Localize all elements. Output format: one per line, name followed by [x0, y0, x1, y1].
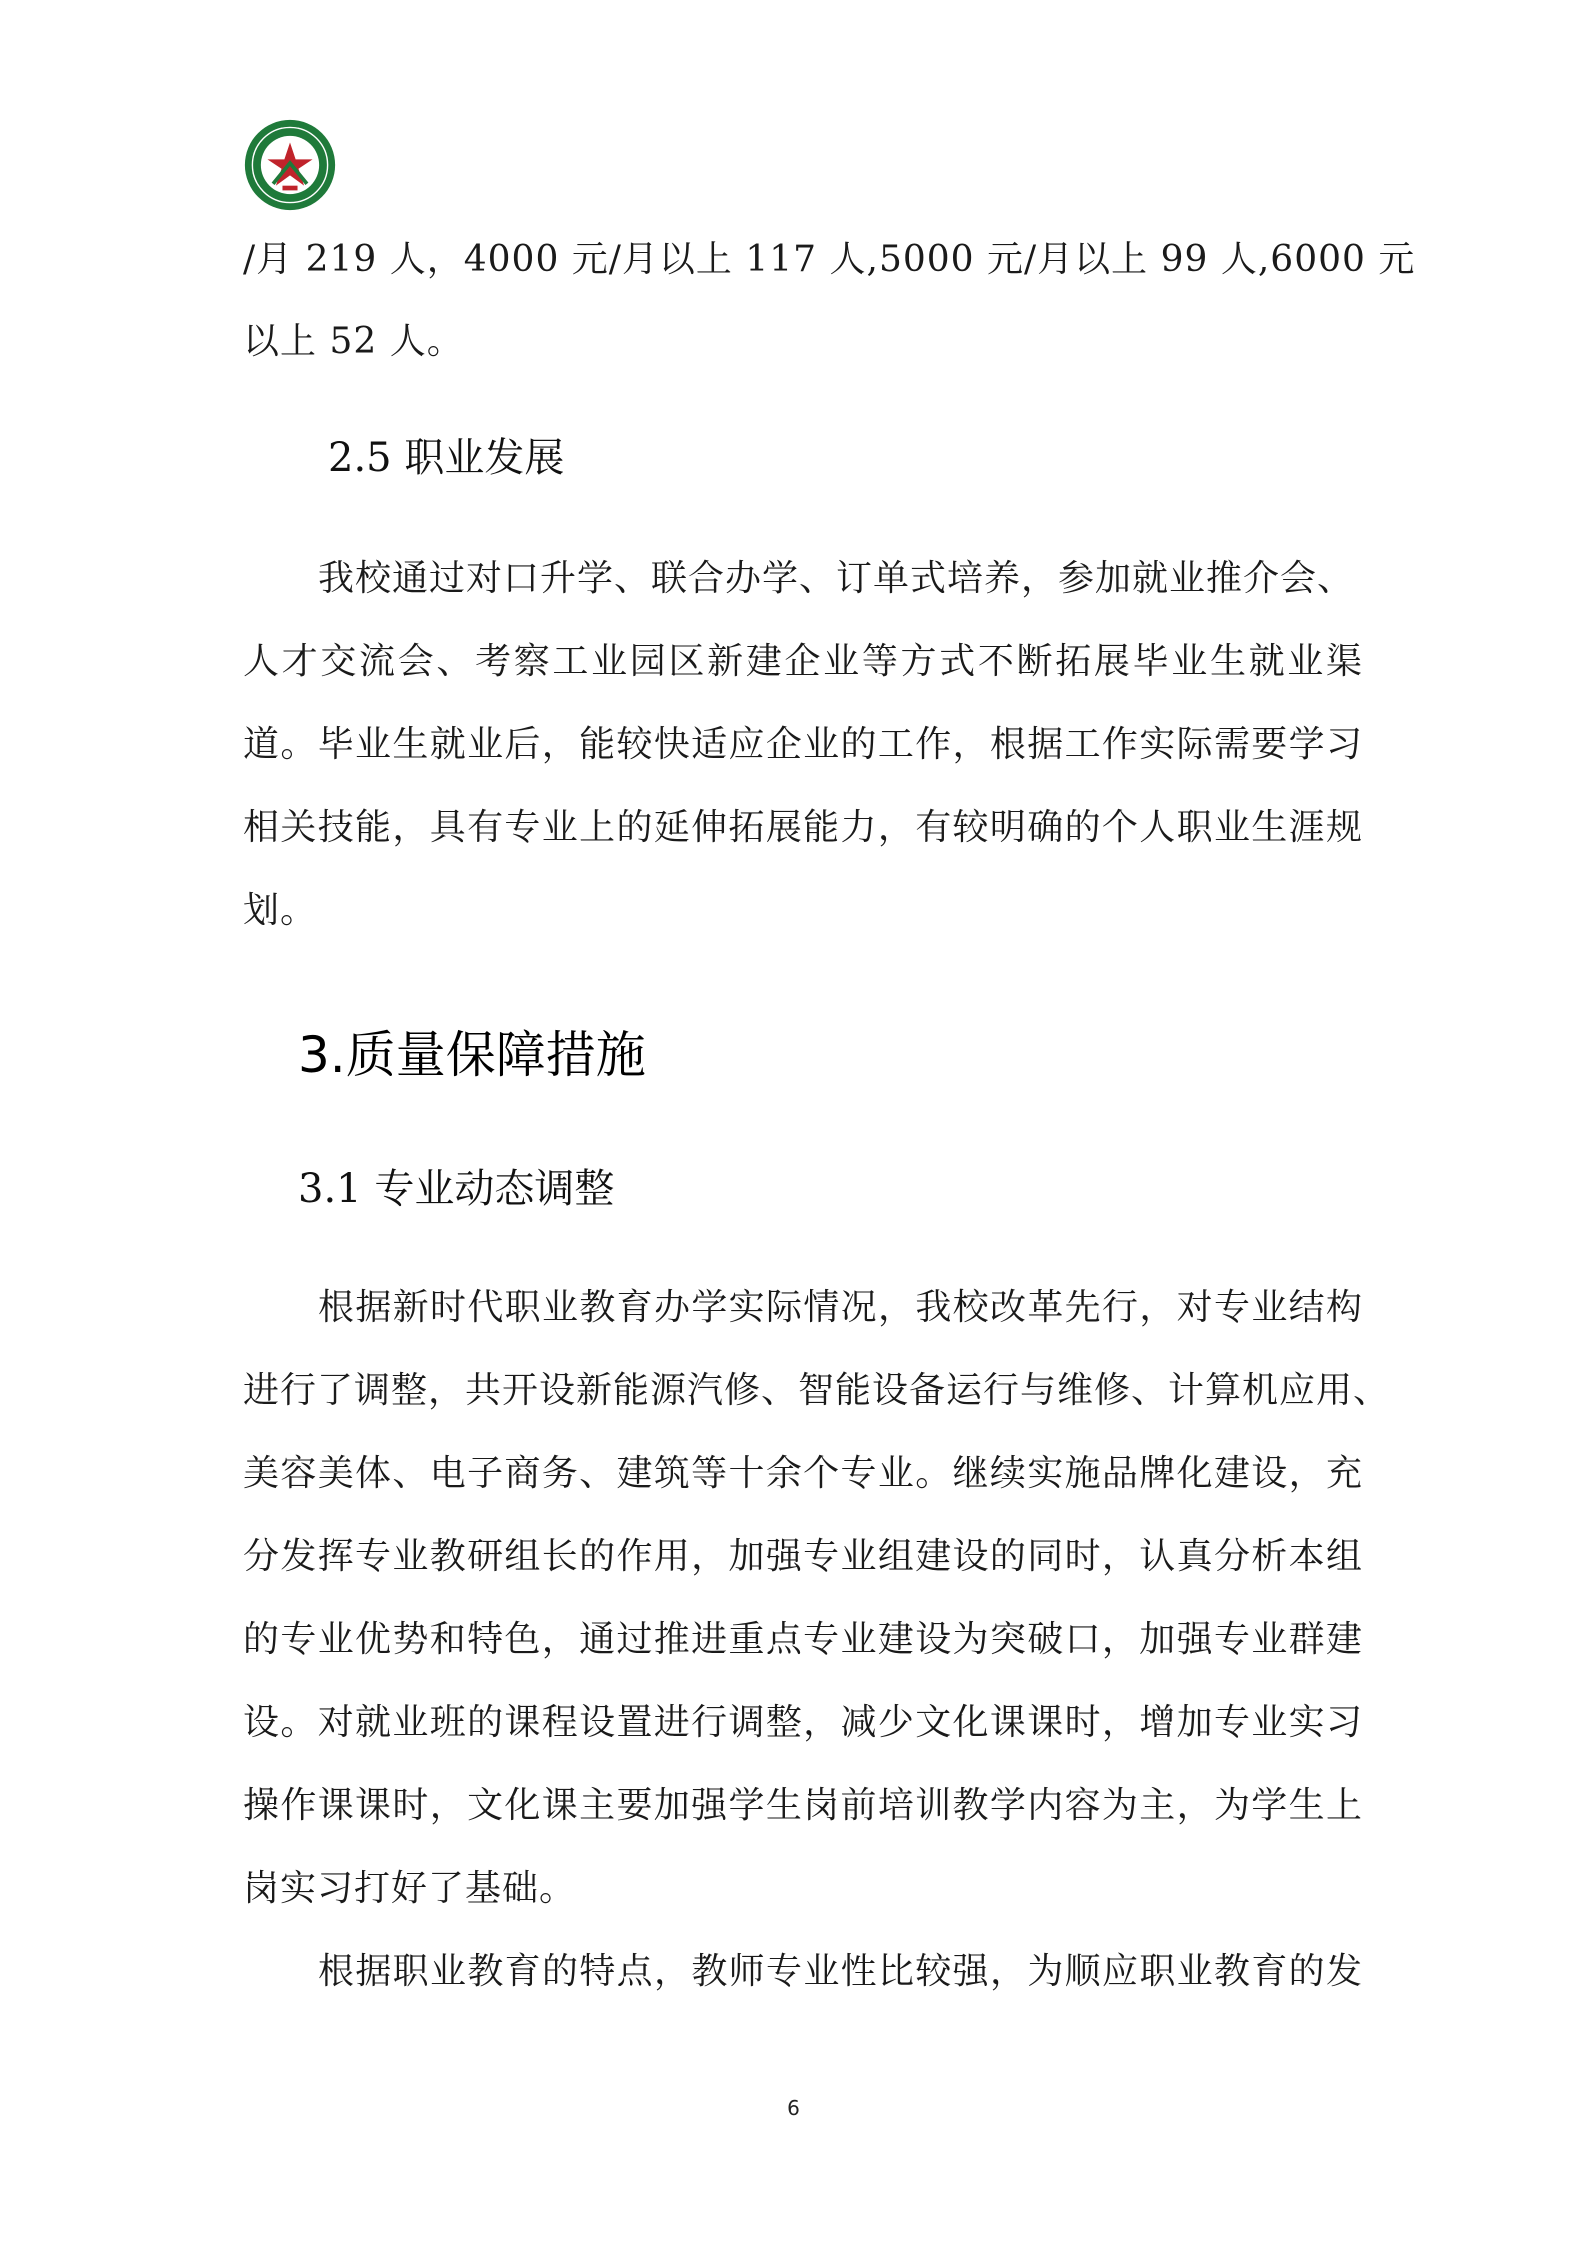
paragraph-first-line: 我校通过对口升学、联合办学、订单式培养，参加就业推介会、 — [318, 558, 1355, 599]
text-line: /月 219 人，4000 元/月以上 117 人,5000 元/月以上 99 人,6000 元 — [243, 239, 1416, 280]
section-heading-3: 3.质量保障措施 — [298, 1026, 646, 1084]
text-line: 操作课课时，文化课主要加强学生岗前培训教学内容为主，为学生上 — [243, 1785, 1363, 1826]
paragraph-first-line: 根据新时代职业教育办学实际情况，我校改革先行，对专业结构 — [318, 1287, 1363, 1328]
text-line: 划。 — [243, 890, 318, 931]
text-line: 岗实习打好了基础。 — [243, 1868, 577, 1909]
page-number: 6 — [787, 2096, 800, 2120]
text-line: 分发挥专业教研组长的作用，加强专业组建设的同时，认真分析本组 — [243, 1536, 1363, 1577]
text-line: 美容美体、电子商务、建筑等十余个专业。继续实施品牌化建设，充 — [243, 1453, 1363, 1494]
text-line: 进行了调整，共开设新能源汽修、智能设备运行与维修、计算机应用、 — [243, 1370, 1391, 1411]
text-line: 相关技能，具有专业上的延伸拓展能力，有较明确的个人职业生涯规 — [243, 807, 1363, 848]
section-heading-2-5: 2.5 职业发展 — [328, 435, 565, 481]
paragraph-first-line: 根据职业教育的特点，教师专业性比较强，为顺应职业教育的发 — [318, 1951, 1363, 1992]
school-logo-icon — [243, 118, 337, 212]
text-line: 人才交流会、考察工业园区新建企业等方式不断拓展毕业生就业渠 — [243, 641, 1363, 682]
section-heading-3-1: 3.1 专业动态调整 — [298, 1166, 615, 1212]
text-line: 以上 52 人。 — [243, 321, 464, 362]
text-line: 的专业优势和特色，通过推进重点专业建设为突破口，加强专业群建 — [243, 1619, 1363, 1660]
text-line: 设。对就业班的课程设置进行调整，减少文化课课时，增加专业实习 — [243, 1702, 1363, 1743]
text-line: 道。毕业生就业后，能较快适应企业的工作，根据工作实际需要学习 — [243, 724, 1363, 765]
